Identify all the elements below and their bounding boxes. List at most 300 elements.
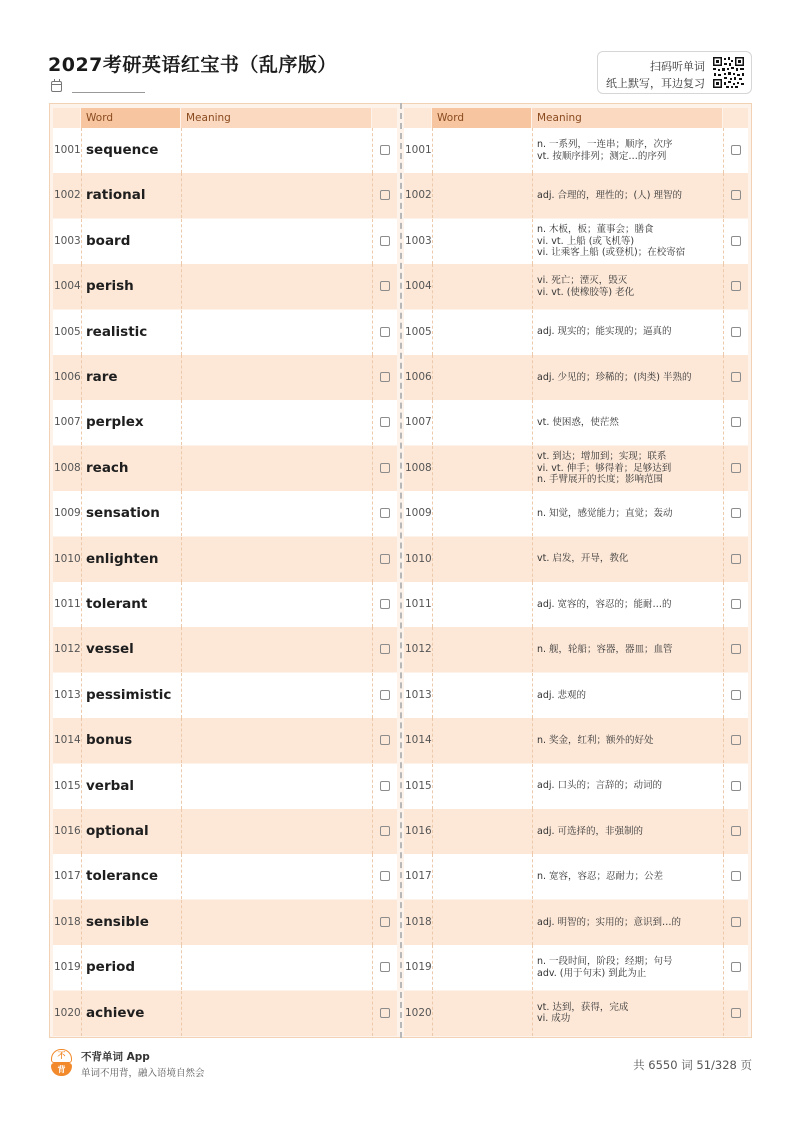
app-logo-top: 不 <box>51 1049 72 1063</box>
header-word: Word <box>432 108 531 128</box>
checkbox[interactable] <box>380 690 390 700</box>
qr-code-icon[interactable] <box>712 56 745 89</box>
checkbox[interactable] <box>731 372 741 382</box>
meaning-blank[interactable] <box>182 446 371 491</box>
meaning-blank[interactable] <box>182 673 371 718</box>
word-text: tolerance <box>86 868 159 885</box>
meaning-line: vt. 达到，获得，完成 <box>537 1001 629 1013</box>
checkbox[interactable] <box>731 508 741 518</box>
checkbox[interactable] <box>380 281 390 291</box>
meaning-line: vi. vt. (使橡胶等) 老化 <box>537 286 635 298</box>
word-text: sensible <box>86 913 149 930</box>
cell-separator <box>372 673 373 718</box>
cell-separator <box>372 900 373 945</box>
cell-separator <box>723 582 724 627</box>
meaning-text <box>537 900 722 945</box>
meaning-line: n. 木板，板；董事会；膳食 <box>537 224 654 236</box>
cell-separator <box>723 945 724 990</box>
meaning-blank[interactable] <box>182 627 371 672</box>
meaning-text <box>537 128 722 173</box>
cell-separator <box>723 718 724 763</box>
word-number: 1016 <box>405 825 432 837</box>
cell-separator <box>81 945 82 990</box>
table-row <box>404 945 748 990</box>
table-row <box>53 537 397 582</box>
checkbox[interactable] <box>380 236 390 246</box>
cell-separator <box>723 854 724 899</box>
word-text: rational <box>86 187 146 204</box>
table-row <box>404 355 748 400</box>
table-row <box>53 128 397 173</box>
word-text: verbal <box>86 777 135 794</box>
cell-separator <box>372 310 373 355</box>
table-row <box>404 173 748 218</box>
cell-separator <box>532 900 533 945</box>
meaning-line: n. 一段时间，阶段；经期；句号 <box>537 956 673 968</box>
meaning-blank[interactable] <box>182 900 371 945</box>
cell-separator <box>532 627 533 672</box>
header-meaning: Meaning <box>181 108 371 128</box>
word-number: 1002 <box>54 189 81 202</box>
table-row <box>53 491 397 536</box>
table-row <box>53 809 397 854</box>
word-number: 1009 <box>405 507 432 520</box>
table-row <box>404 446 748 491</box>
meaning-line: vi. 让乘客上船 (或登机)；在校寄宿 <box>537 247 686 259</box>
word-text: enlighten <box>86 550 159 567</box>
word-blank[interactable] <box>433 537 531 582</box>
word-blank[interactable] <box>433 355 531 400</box>
cell-separator <box>723 627 724 672</box>
meaning-line: n. 奖金，红利；额外的好处 <box>537 734 654 746</box>
cell-separator <box>532 673 533 718</box>
word-number: 1019 <box>405 961 432 974</box>
cell-separator <box>81 854 82 899</box>
meaning-blank[interactable] <box>182 809 371 854</box>
checkbox[interactable] <box>731 145 741 155</box>
cell-separator <box>532 219 533 264</box>
cell-separator <box>372 718 373 763</box>
word-text: achieve <box>86 1004 145 1021</box>
checkbox[interactable] <box>380 962 390 972</box>
cell-separator <box>81 491 82 536</box>
qr-promo-line1: 扫码听单词 <box>650 60 705 73</box>
checkbox[interactable] <box>380 145 390 155</box>
table-row <box>404 264 748 309</box>
meaning-line: adj. 口头的；言辞的；动词的 <box>537 780 663 792</box>
meaning-blank[interactable] <box>182 219 371 264</box>
cell-separator <box>81 718 82 763</box>
word-blank[interactable] <box>433 854 531 899</box>
word-blank[interactable] <box>433 582 531 627</box>
word-number: 1020 <box>54 1006 81 1019</box>
word-number: 1013 <box>405 688 432 701</box>
word-text: vessel <box>86 641 134 658</box>
word-number: 1008 <box>54 461 81 474</box>
header-num-blank <box>53 108 80 128</box>
cell-separator <box>81 900 82 945</box>
cell-separator <box>532 355 533 400</box>
cell-separator <box>81 219 82 264</box>
meaning-blank[interactable] <box>182 128 371 173</box>
checkbox[interactable] <box>380 599 390 609</box>
cell-separator <box>723 264 724 309</box>
word-number: 1003 <box>54 234 81 247</box>
meaning-text <box>537 219 722 264</box>
checkbox[interactable] <box>380 781 390 791</box>
cell-separator <box>372 854 373 899</box>
word-blank[interactable] <box>433 400 531 445</box>
word-number: 1010 <box>54 552 81 565</box>
word-text: rare <box>86 369 118 385</box>
meaning-line: n. 一系列，一连串；顺序，次序 <box>537 139 673 150</box>
word-blank[interactable] <box>433 945 531 990</box>
meaning-blank[interactable] <box>182 264 371 309</box>
meaning-blank[interactable] <box>182 991 371 1036</box>
meaning-blank[interactable] <box>182 718 371 763</box>
cell-separator <box>372 219 373 264</box>
checkbox[interactable] <box>731 417 741 427</box>
table-row <box>53 582 397 627</box>
cell-separator <box>532 945 533 990</box>
checkbox[interactable] <box>731 826 741 836</box>
meaning-line: n. 知觉，感觉能力；直觉；轰动 <box>537 507 673 519</box>
word-blank[interactable] <box>433 718 531 763</box>
meaning-blank[interactable] <box>182 491 371 536</box>
meaning-line: vt. 使困惑，使茫然 <box>537 417 619 429</box>
date-blank-line <box>72 92 145 93</box>
word-number: 1006 <box>54 371 81 383</box>
cell-separator <box>532 582 533 627</box>
table-row <box>404 310 748 355</box>
meaning-line: vi. vt. 上船 (或飞机等) <box>537 235 635 247</box>
cell-separator <box>372 627 373 672</box>
cell-separator <box>81 264 82 309</box>
checkbox[interactable] <box>731 917 741 927</box>
meaning-line: vi. 成功 <box>537 1013 571 1025</box>
word-text: bonus <box>86 732 133 749</box>
cell-separator <box>372 491 373 536</box>
meaning-blank[interactable] <box>182 537 371 582</box>
cell-separator <box>81 537 82 582</box>
cell-separator <box>532 809 533 854</box>
table-row <box>53 355 397 400</box>
word-number: 1011 <box>405 598 432 610</box>
word-number: 1015 <box>54 779 81 792</box>
checkbox[interactable] <box>380 871 390 881</box>
cell-separator <box>372 537 373 582</box>
cell-separator <box>532 264 533 309</box>
meaning-text <box>537 809 722 854</box>
table-row <box>404 809 748 854</box>
meaning-text <box>537 673 722 718</box>
checkbox[interactable] <box>380 1008 390 1018</box>
word-text: period <box>86 959 136 976</box>
cell-separator <box>372 400 373 445</box>
checkbox[interactable] <box>731 327 741 337</box>
header-check-blank <box>723 108 748 128</box>
meaning-text <box>537 854 722 899</box>
table-row <box>404 537 748 582</box>
cell-separator <box>372 945 373 990</box>
word-blank[interactable] <box>433 491 531 536</box>
word-blank[interactable] <box>433 991 531 1036</box>
table-row <box>53 446 397 491</box>
meaning-line: n. 舰，轮船；容器，器皿；血管 <box>537 644 673 656</box>
word-number: 1007 <box>405 416 432 429</box>
word-number: 1012 <box>405 643 432 656</box>
table-row <box>53 764 397 809</box>
word-number: 1014 <box>54 734 81 747</box>
cell-separator <box>723 491 724 536</box>
meaning-text <box>537 582 722 627</box>
app-logo-bottom: 背 <box>51 1063 72 1076</box>
meaning-line: adj. 悲观的 <box>537 689 587 701</box>
cell-separator <box>372 128 373 173</box>
word-text: tolerant <box>86 596 148 612</box>
checkbox[interactable] <box>731 236 741 246</box>
checkbox[interactable] <box>380 735 390 745</box>
checkbox[interactable] <box>731 644 741 654</box>
table-row <box>404 673 748 718</box>
meaning-blank[interactable] <box>182 945 371 990</box>
cell-separator <box>81 991 82 1036</box>
calendar-icon <box>51 81 62 92</box>
word-text: board <box>86 232 131 249</box>
word-text: sequence <box>86 142 159 158</box>
qr-promo-line2: 纸上默写，耳边复习 <box>606 77 705 90</box>
meaning-text <box>537 764 722 809</box>
cell-separator <box>81 128 82 173</box>
meaning-blank[interactable] <box>182 355 371 400</box>
meaning-line: adv. (用于句末) 到此为止 <box>537 967 647 979</box>
cell-separator <box>723 173 724 218</box>
cell-separator <box>372 991 373 1036</box>
cell-separator <box>723 219 724 264</box>
cell-separator <box>372 809 373 854</box>
cell-separator <box>81 764 82 809</box>
cell-separator <box>81 173 82 218</box>
word-blank[interactable] <box>433 900 531 945</box>
cell-separator <box>532 991 533 1036</box>
word-text: optional <box>86 823 149 839</box>
cell-separator <box>723 128 724 173</box>
meaning-blank[interactable] <box>182 310 371 355</box>
app-name: 不背单词 App <box>81 1051 150 1063</box>
word-number: 1001 <box>54 144 81 156</box>
meaning-line: adj. 合理的，理性的；(人) 理智的 <box>537 190 682 202</box>
header-num-blank <box>404 108 431 128</box>
table-row <box>404 718 748 763</box>
word-number: 1005 <box>54 325 81 338</box>
word-text: reach <box>86 459 129 476</box>
cell-separator <box>532 854 533 899</box>
word-number: 1012 <box>54 643 81 656</box>
word-blank[interactable] <box>433 446 531 491</box>
cell-separator <box>532 128 533 173</box>
table-row <box>404 991 748 1036</box>
checkbox[interactable] <box>731 735 741 745</box>
word-blank[interactable] <box>433 764 531 809</box>
checkbox[interactable] <box>380 190 390 200</box>
cell-separator <box>532 537 533 582</box>
cell-separator <box>723 809 724 854</box>
word-number: 1013 <box>54 688 81 701</box>
meaning-line: n. 手臂展开的长度；影响范围 <box>537 474 664 486</box>
meaning-text <box>537 718 722 763</box>
meaning-line: vt. 按顺序排列；测定…的序列 <box>537 150 667 162</box>
meaning-text <box>537 310 722 355</box>
meaning-text <box>537 491 722 536</box>
cell-separator <box>723 310 724 355</box>
table-row <box>53 264 397 309</box>
word-text: perplex <box>86 414 144 431</box>
cell-separator <box>372 582 373 627</box>
cell-separator <box>532 400 533 445</box>
meaning-blank[interactable] <box>182 173 371 218</box>
cell-separator <box>723 446 724 491</box>
table-row <box>404 400 748 445</box>
header-word: Word <box>81 108 180 128</box>
table-row <box>53 173 397 218</box>
table-row <box>404 764 748 809</box>
meaning-line: vi. vt. 伸手；够得着；足够达到 <box>537 462 672 474</box>
checkbox[interactable] <box>731 463 741 473</box>
word-number: 1018 <box>54 915 81 928</box>
checkbox[interactable] <box>731 871 741 881</box>
checkbox[interactable] <box>731 1008 741 1018</box>
word-number: 1003 <box>405 234 432 247</box>
word-blank[interactable] <box>433 809 531 854</box>
cell-separator <box>81 809 82 854</box>
meaning-blank[interactable] <box>182 854 371 899</box>
checkbox[interactable] <box>731 962 741 972</box>
checkbox[interactable] <box>380 917 390 927</box>
word-number: 1018 <box>405 915 432 928</box>
word-number: 1016 <box>54 825 81 837</box>
cell-separator <box>81 446 82 491</box>
word-blank[interactable] <box>433 173 531 218</box>
meaning-line: adj. 少见的；珍稀的；(肉类) 半熟的 <box>537 371 692 383</box>
cell-separator <box>723 991 724 1036</box>
checkbox[interactable] <box>380 826 390 836</box>
checkbox[interactable] <box>731 599 741 609</box>
meaning-line: adj. 宽容的，容忍的；能耐…的 <box>537 598 672 610</box>
word-text: realistic <box>86 323 148 340</box>
meaning-line: vt. 启发，开导，教化 <box>537 553 629 565</box>
table-row <box>53 991 397 1036</box>
meaning-blank[interactable] <box>182 764 371 809</box>
cell-separator <box>81 400 82 445</box>
checkbox[interactable] <box>731 190 741 200</box>
table-row <box>404 219 748 264</box>
word-number: 1008 <box>405 461 432 474</box>
word-blank[interactable] <box>433 219 531 264</box>
checkbox[interactable] <box>380 508 390 518</box>
cell-separator <box>372 764 373 809</box>
word-blank[interactable] <box>433 128 531 173</box>
table-row <box>404 582 748 627</box>
word-number: 1017 <box>405 870 432 883</box>
cell-separator <box>372 355 373 400</box>
word-blank[interactable] <box>433 264 531 309</box>
meaning-blank[interactable] <box>182 400 371 445</box>
checkbox[interactable] <box>380 372 390 382</box>
checkbox[interactable] <box>731 781 741 791</box>
table-row <box>404 491 748 536</box>
page-title: 2027考研英语红宝书（乱序版） <box>48 54 337 76</box>
meaning-line: vt. 到达；增加到；实现；联系 <box>537 451 667 463</box>
table-row <box>53 310 397 355</box>
checkbox[interactable] <box>380 327 390 337</box>
checkbox[interactable] <box>731 281 741 291</box>
word-number: 1004 <box>405 280 432 293</box>
table-row <box>53 900 397 945</box>
cell-separator <box>532 764 533 809</box>
cell-separator <box>723 537 724 582</box>
table-row <box>53 673 397 718</box>
table-row <box>53 945 397 990</box>
table-row <box>53 718 397 763</box>
cell-separator <box>723 400 724 445</box>
table-row <box>404 128 748 173</box>
word-number: 1004 <box>54 280 81 293</box>
meaning-text <box>537 446 722 491</box>
checkbox[interactable] <box>731 690 741 700</box>
app-slogan: 单词不用背，融入语境自然会 <box>81 1068 205 1079</box>
word-number: 1015 <box>405 779 432 792</box>
word-number: 1009 <box>54 507 81 520</box>
checkbox[interactable] <box>380 554 390 564</box>
word-blank[interactable] <box>433 627 531 672</box>
word-number: 1014 <box>405 734 432 747</box>
meaning-line: adj. 明智的；实用的；意识到…的 <box>537 916 682 928</box>
table-row <box>53 219 397 264</box>
word-number: 1001 <box>405 144 432 156</box>
cell-separator <box>532 491 533 536</box>
cell-separator <box>81 310 82 355</box>
checkbox[interactable] <box>380 463 390 473</box>
cell-separator <box>723 900 724 945</box>
checkbox[interactable] <box>731 554 741 564</box>
header-check-blank <box>372 108 397 128</box>
cell-separator <box>532 446 533 491</box>
word-text: pessimistic <box>86 686 172 703</box>
cell-separator <box>723 673 724 718</box>
table-row <box>53 627 397 672</box>
cell-separator <box>532 310 533 355</box>
checkbox[interactable] <box>380 417 390 427</box>
word-text: sensation <box>86 505 160 522</box>
meaning-line: adj. 现实的；能实现的；逼真的 <box>537 326 672 338</box>
word-blank[interactable] <box>433 673 531 718</box>
cell-separator <box>81 355 82 400</box>
word-number: 1017 <box>54 870 81 883</box>
qr-promo-box[interactable] <box>597 51 752 94</box>
word-number: 1011 <box>54 598 81 610</box>
meaning-text <box>537 627 722 672</box>
meaning-text <box>537 991 722 1036</box>
cell-separator <box>532 173 533 218</box>
cell-separator <box>81 627 82 672</box>
checkbox[interactable] <box>380 644 390 654</box>
table-row <box>404 900 748 945</box>
word-blank[interactable] <box>433 310 531 355</box>
cell-separator <box>723 764 724 809</box>
meaning-blank[interactable] <box>182 582 371 627</box>
app-logo <box>51 1049 72 1076</box>
cell-separator <box>372 264 373 309</box>
